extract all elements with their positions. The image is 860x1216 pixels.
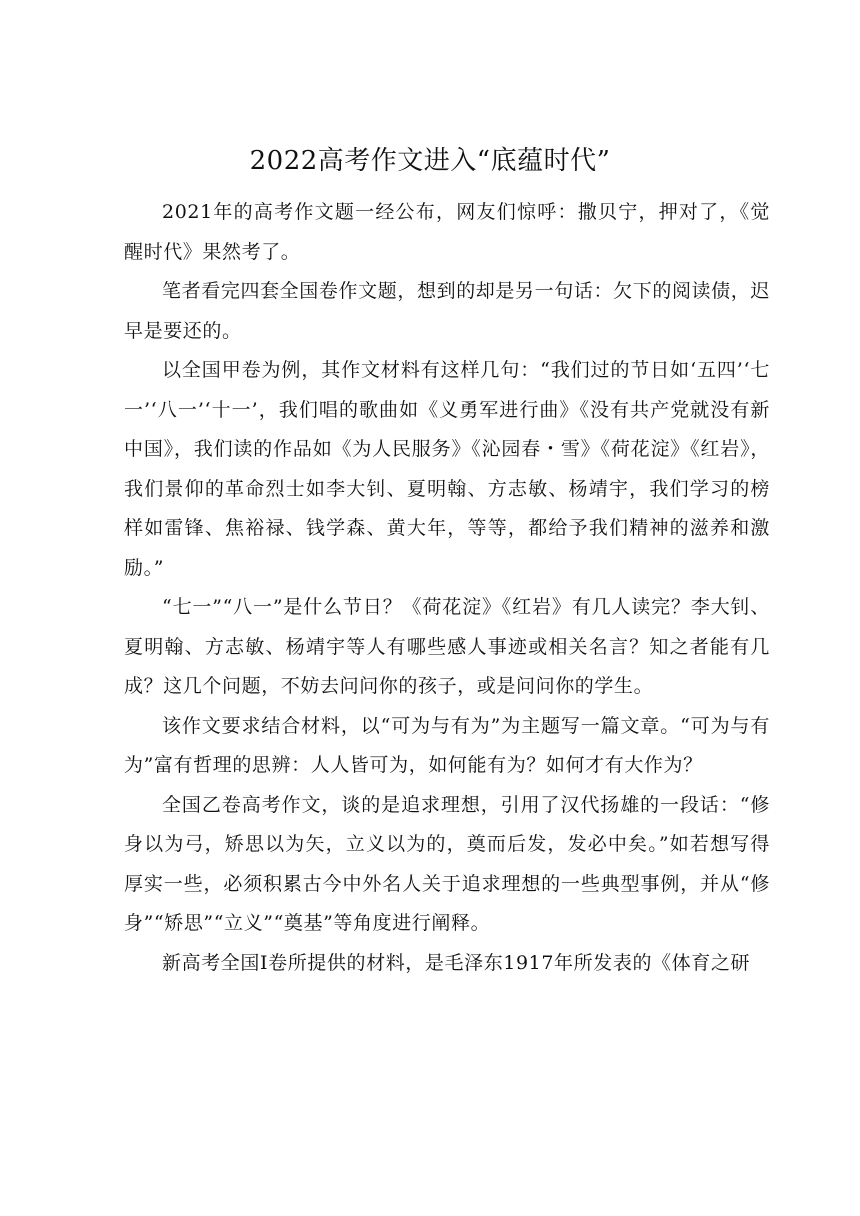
article-body xyxy=(124,193,770,983)
paragraph-6: 全国乙卷高考作文，谈的是追求理想，引用了汉代扬雄的一段话：“修身以为弓，矫思以为矢，立义以为的，奠而后发，发必中矣。”如若想写得厚实一些，必须积累古今中外名人关于追求理想的一些典型事例，并从“修身”“矫思”“立义”“奠基”等角度进行阐释。 xyxy=(124,793,770,934)
paragraph-5: 该作文要求结合材料，以“可为与有为”为主题写一篇文章。“可为与有为”富有哲理的思辨：人人皆可为，如何能有为？如何才有大作为？ xyxy=(124,714,770,776)
page-title: 2022高考作文进入“底蕴时代” xyxy=(249,146,611,176)
paragraph-2: 笔者看完四套全国卷作文题，想到的却是另一句话：欠下的阅读债，迟早是要还的。 xyxy=(124,280,770,342)
paragraph-1: 2021年的高考作文题一经公布，网友们惊呼：撒贝宁，押对了，《觉醒时代》果然考了。 xyxy=(124,201,770,263)
paragraph-4: “七一”“八一”是什么节日？《荷花淀》《红岩》有几人读完？李大钊、夏明翰、方志敏、杨靖宇等人有哪些感人事迹或相关名言？知之者能有几成？这几个问题，不妨去问问你的孩子，或是问问你的学生。 xyxy=(124,596,770,697)
paragraph-3: 以全国甲卷为例，其作文材料有这样几句：“我们过的节日如‘五四’‘七一’‘八一’‘十一’，我们唱的歌曲如《义勇军进行曲》《没有共产党就没有新中国》，我们读的作品如《为人民服务》《沁园春・雪》《荷花淀》《红岩》，我们景仰的革命烈士如李大钊、夏明翰、方志敏、杨靖宇，我们学习的榜样如雷锋、焦裕禄、钱学森、黄大年，等等，都给予我们精神的滋养和激励。” xyxy=(124,359,770,579)
paragraph-7: 新高考全国Ⅰ卷所提供的材料，是毛泽东1917年所发表的《体育之研 xyxy=(162,951,751,974)
